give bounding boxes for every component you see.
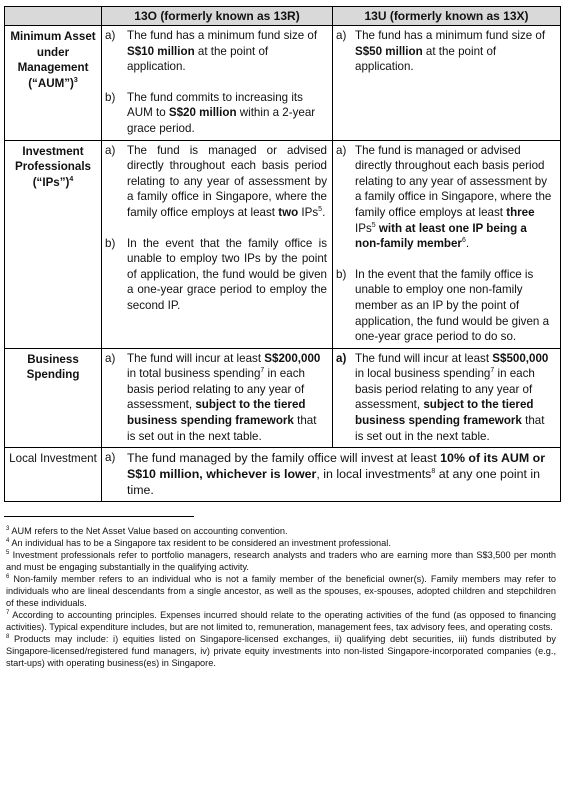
cell-13u-ips: [333, 140, 561, 348]
cell-13o-ips: [102, 140, 333, 348]
row-header-local-investment: Local Investment: [5, 448, 102, 502]
header-13u: 13U (formerly known as 13X): [333, 7, 561, 26]
table-row-ips: [5, 140, 561, 348]
row-header-aum: Minimum Asset under Management (“AUM”)$^3$: [5, 26, 102, 141]
table-row-spending: [5, 348, 561, 448]
list-item: b) In the event that the family office is unable to employ two IPs by the point of application, the fund would be given a one-year grace period to employ the second IP.: [105, 236, 327, 312]
cell-13u-spending: [333, 348, 561, 448]
list-item: b) In the event that the family office is unable to employ one non-family member as an IP by the point of application, the fund would be given a one-year grace period to do so.: [336, 267, 550, 344]
footnote: $^8$ Products may include: i) equities listed on Singapore-licensed exchanges, ii) qualifying debt securities, iii) funds distributed by Singapore-licensed/registered fund managers, iv) private equity investments into non-listed Singapore-incorporated companies (e.g., start-ups) with operating business(es) in Singapore.: [6, 634, 556, 669]
footnote: $^3$ AUM refers to the Net Asset Value based on accounting convention.: [6, 526, 288, 537]
footnotes: [4, 525, 556, 669]
scheme-comparison-table: [4, 6, 561, 502]
list-item: a) The fund has a minimum fund size of S$50 million at the point of application.: [336, 29, 546, 74]
footnote: $^5$ Investment professionals refer to portfolio managers, research analysts and traders who are earning more than S$3,500 per month and must be engaging substantially in the qualifying activity.: [6, 550, 556, 573]
footnote: $^4$ An individual has to be a Singapore tax resident to be considered an investment professional.: [6, 538, 391, 549]
list-item: a) The fund will incur at least S$500,000 in local business spending$^7$ in each basis period relating to any year of assessment, subject to the tiered business spending framework that is set out in the next table.: [336, 351, 549, 443]
list-item: a) The fund will incur at least S$200,000 in total business spending$^7$ in each basis period relating to any year of assessment, subject to the tiered business spending framework that is set out in the next table.: [105, 351, 321, 443]
cell-local-investment: [102, 448, 561, 502]
list-item: a) The fund is managed or advised directly throughout each basis period relating to any year of assessment by a family office in Singapore, where the family office employs at least three IPs$^5$ with at least one IP being a non-family member$^6$.: [336, 143, 552, 251]
list-item: a) The fund managed by the family office will invest at least 10% of its AUM or S$10 million, whichever is lower, in local investments$^8$ at any one point in time.: [105, 451, 546, 498]
footnote: $^7$ According to accounting principles. Expenses incurred should relate to the operating activities of the fund (as opposed to financing activities). Typical expenditure includes, but are not limited to, remuneration, management fees, tax advisory fees, and operating costs.: [6, 610, 556, 633]
row-header-ips: Investment Professionals (“IPs”)$^4$: [5, 140, 102, 348]
footnote-divider: [4, 516, 194, 517]
cell-13u-aum: [333, 26, 561, 141]
list-item: b) The fund commits to increasing its AUM to S$20 million within a 2-year grace period.: [105, 90, 316, 135]
header-13o: 13O (formerly known as 13R): [102, 7, 333, 26]
list-item: a) The fund is managed or advised directly throughout each basis period relating to any year of assessment by a family office in Singapore, where the family office employs at least two IPs$^5$.: [105, 143, 327, 219]
table-row-local-investment: [5, 448, 561, 502]
list-item: a) The fund has a minimum fund size of S$10 million at the point of application.: [105, 29, 318, 74]
table-header-row: [5, 7, 561, 26]
cell-13o-aum: [102, 26, 333, 141]
row-header-spending: Business Spending: [5, 348, 102, 448]
header-blank: [5, 7, 102, 26]
document-page: [4, 6, 560, 669]
table-row-aum: [5, 26, 561, 141]
footnote: $^6$ Non-family member refers to an individual who is not a family member of the beneficial owner(s). Family members may refer to individuals who are lineal descendants from a single ancestor, as well as the spouses, ex-spouses, adopted children and stepchildren of these individuals.: [6, 574, 556, 609]
cell-13o-spending: [102, 348, 333, 448]
